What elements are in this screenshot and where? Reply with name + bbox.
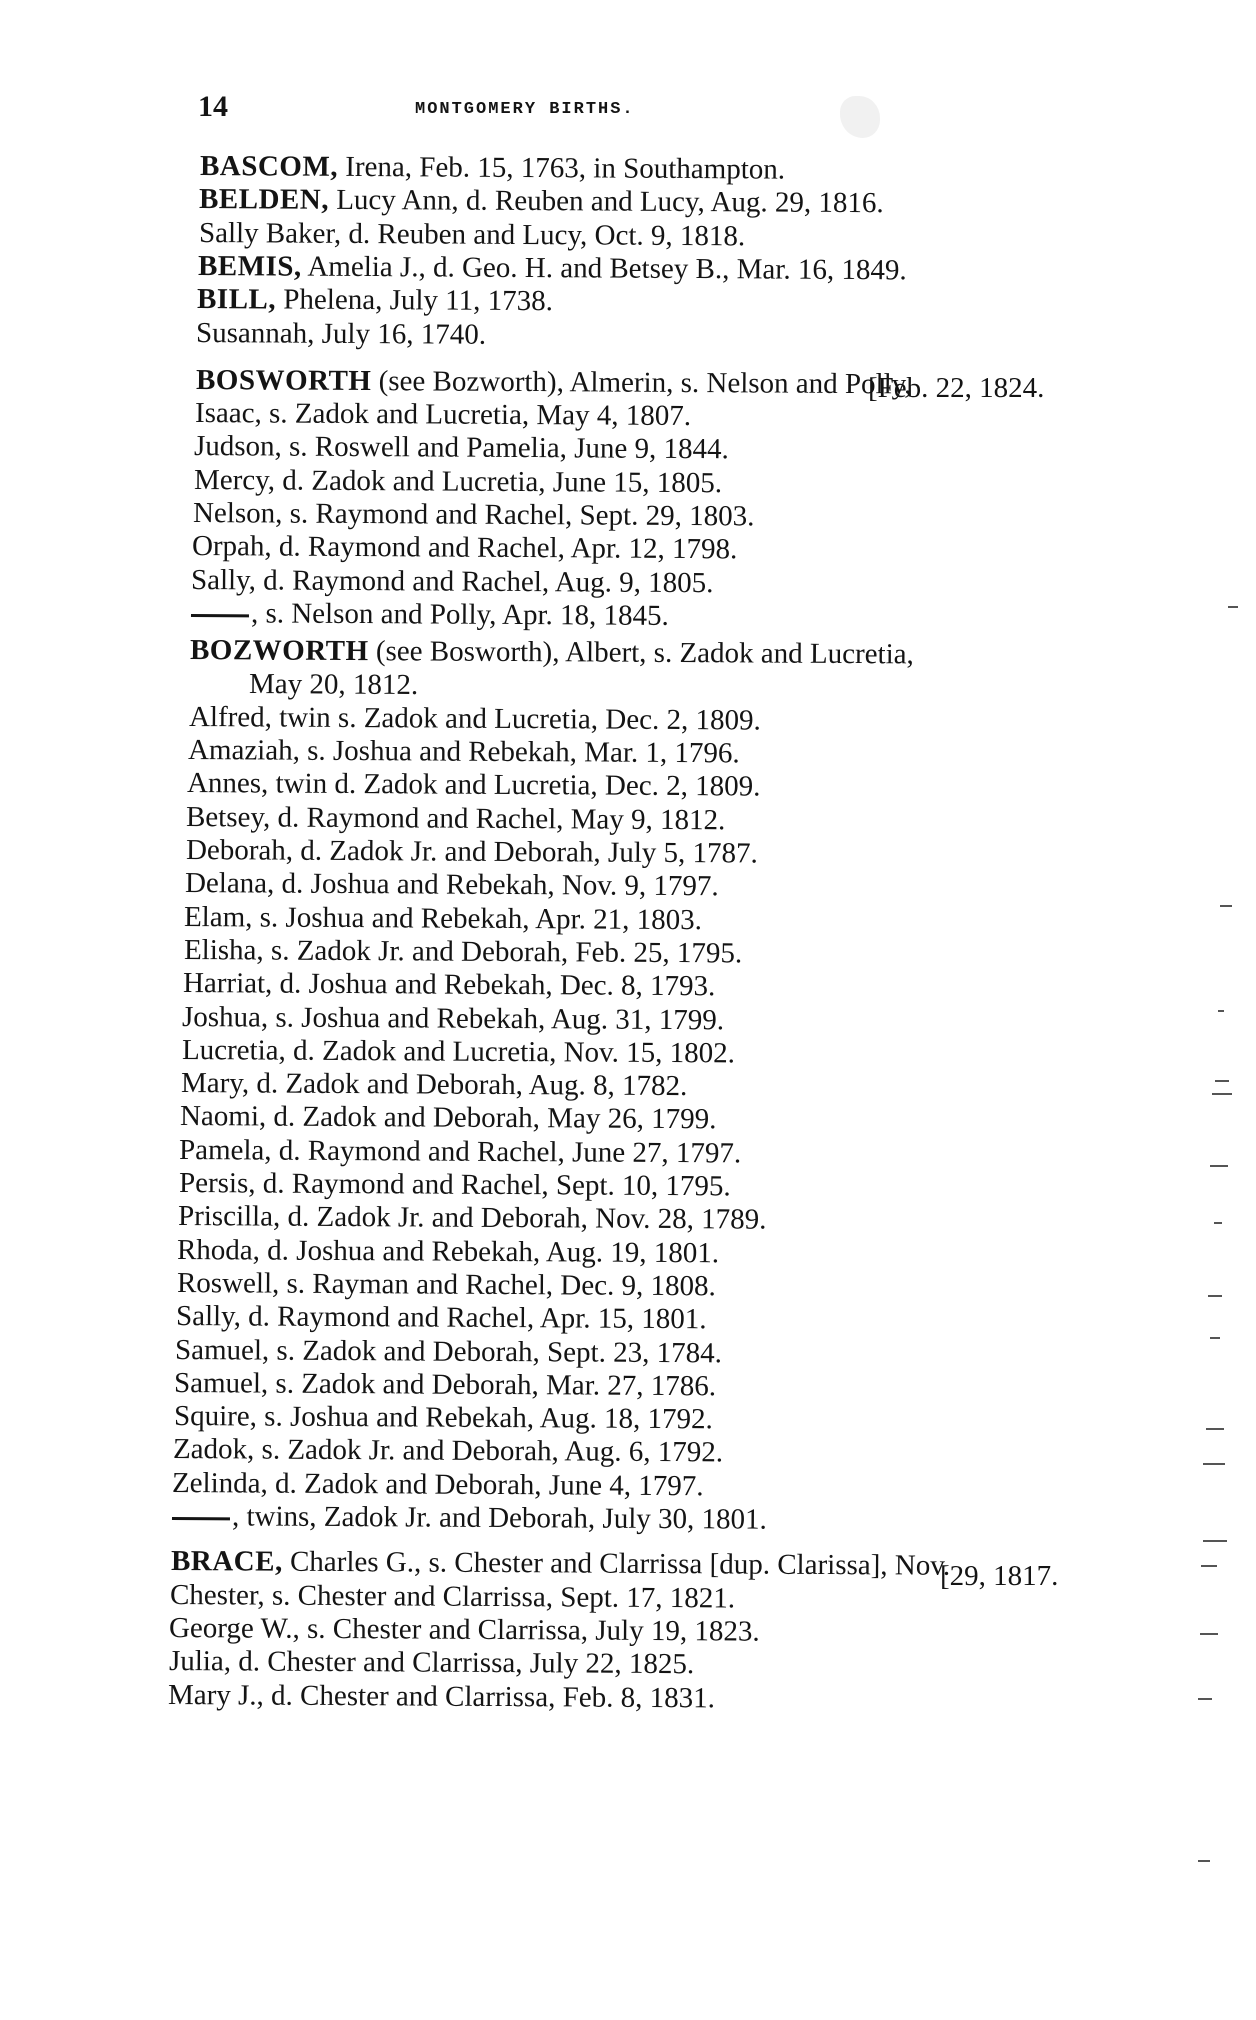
- entry-text: Phelena, July 11, 1738.: [276, 283, 554, 318]
- entry-line: [189, 701, 761, 736]
- entry-text: Amelia J., d. Geo. H. and Betsey B., Mar. 16, 1849.: [301, 250, 907, 287]
- entry-line: [174, 1367, 716, 1402]
- margin-mark: [1201, 1565, 1217, 1567]
- margin-mark: [1220, 905, 1232, 907]
- entry-line: [184, 934, 742, 969]
- entry-line: [174, 1400, 713, 1435]
- entry-text: George W., s. Chester and Clarrissa, July 19, 1823.: [169, 1611, 761, 1648]
- surname: BRACE,: [170, 1545, 283, 1578]
- ditto-dash: [191, 614, 249, 617]
- margin-mark: [1200, 1633, 1218, 1635]
- margin-mark: [1208, 1295, 1222, 1297]
- entry-text: Betsey, d. Raymond and Rachel, May 9, 1812.: [186, 800, 726, 836]
- entry-text: May 20, 1812.: [249, 667, 419, 701]
- entry-line: [192, 530, 737, 565]
- entry-text: Zelinda, d. Zadok and Deborah, June 4, 1797.: [172, 1466, 704, 1502]
- entry-line-surname: [197, 283, 553, 317]
- entry-text: Irena, Feb. 15, 1763, in Southampton.: [337, 150, 786, 186]
- margin-mark: [1210, 1337, 1220, 1339]
- entry-text: Annes, twin d. Zadok and Lucretia, Dec. 2, 1809.: [187, 767, 761, 803]
- entry-line: [184, 901, 702, 936]
- entry-line: [249, 668, 418, 701]
- margin-mark: [1210, 1165, 1228, 1167]
- entry-line: [185, 867, 719, 902]
- continuation-note: [29, 1817.: [940, 1560, 1059, 1592]
- entry-line: [181, 1067, 688, 1102]
- margin-mark: [1206, 1428, 1224, 1430]
- entry-text: Alfred, twin s. Zadok and Lucretia, Dec. 2, 1809.: [188, 700, 761, 737]
- entry-line: [169, 1612, 760, 1648]
- surname: BELDEN,: [199, 183, 330, 217]
- margin-mark: [1198, 1698, 1212, 1700]
- entry-text: (see Bozworth), Almerin, s. Nelson and Polly,: [371, 364, 912, 401]
- entry-text: Harriat, d. Joshua and Rebekah, Dec. 8, 1793.: [182, 967, 716, 1003]
- entry-text: Mercy, d. Zadok and Lucretia, June 15, 1805.: [193, 463, 722, 499]
- entry-line: [193, 497, 755, 532]
- entry-text: Roswell, s. Rayman and Rachel, Dec. 9, 1808.: [176, 1266, 716, 1303]
- entry-text: Chester, s. Chester and Clarrissa, Sept. 17, 1821.: [170, 1578, 736, 1615]
- entry-line: [171, 1500, 766, 1536]
- entry-line-surname: [198, 250, 907, 286]
- margin-mark: [1228, 606, 1238, 608]
- entry-line-surname: [171, 1545, 950, 1582]
- entry-text: Mary, d. Zadok and Deborah, Aug. 8, 1782.: [180, 1067, 688, 1103]
- surname: BEMIS,: [197, 249, 302, 283]
- entry-text: Lucy Ann, d. Reuben and Lucy, Aug. 29, 1816.: [329, 184, 885, 220]
- entry-text: Charles G., s. Chester and Clarrissa [dup. Clarissa], Nov.: [282, 1545, 951, 1583]
- entry-line: [193, 464, 721, 499]
- entry-text: Isaac, s. Zadok and Lucretia, May 4, 1807.: [194, 397, 692, 433]
- entry-text: Amaziah, s. Joshua and Rebekah, Mar. 1, 1796.: [187, 734, 740, 770]
- running-title: MONTGOMERY BIRTHS.: [415, 100, 635, 119]
- margin-mark: [1218, 1010, 1224, 1012]
- entry-text: Samuel, s. Zadok and Deborah, Sept. 23, 1784.: [175, 1333, 723, 1369]
- entry-line-surname: [200, 150, 785, 186]
- entry-text: , twins, Zadok Jr. and Deborah, July 30, 1801.: [231, 1500, 767, 1536]
- entry-line: [182, 1001, 724, 1036]
- entry-text: Sally Baker, d. Reuben and Lucy, Oct. 9, 1818.: [198, 216, 745, 252]
- entry-line: [188, 734, 740, 769]
- margin-mark: [1215, 1080, 1229, 1082]
- entry-text: Deborah, d. Zadok Jr. and Deborah, July 5, 1787.: [185, 834, 758, 870]
- entry-text: Mary J., d. Chester and Clarrissa, Feb. 8, 1831.: [167, 1678, 715, 1714]
- entry-line-surname: [190, 634, 914, 670]
- entry-line: [180, 1100, 717, 1135]
- entry-text: Sally, d. Raymond and Rachel, Apr. 15, 1801.: [175, 1300, 707, 1336]
- entry-text: Elisha, s. Zadok Jr. and Deborah, Feb. 25, 1795.: [183, 933, 742, 970]
- entry-line: [191, 564, 714, 599]
- entry-text: Delana, d. Joshua and Rebekah, Nov. 9, 1797.: [184, 867, 719, 903]
- entry-text: Joshua, s. Joshua and Rebekah, Aug. 31, 1799.: [182, 1000, 725, 1036]
- entry-line: [179, 1134, 741, 1169]
- entry-line-surname: [196, 364, 912, 400]
- entry-line: [198, 217, 744, 252]
- entry-text: Sally, d. Raymond and Rachel, Aug. 9, 1805.: [191, 563, 715, 599]
- entry-line: [194, 430, 729, 465]
- surname: BOZWORTH: [189, 634, 369, 668]
- entry-text: Susannah, July 16, 1740.: [196, 316, 487, 351]
- entry-text: Julia, d. Chester and Clarrissa, July 22, 1825.: [168, 1645, 694, 1681]
- entry-text: Samuel, s. Zadok and Deborah, Mar. 27, 1786.: [174, 1366, 717, 1403]
- entry-line: [169, 1645, 694, 1680]
- surname: BASCOM,: [199, 150, 339, 183]
- scan-smudge: [840, 96, 880, 138]
- margin-mark: [1203, 1540, 1227, 1542]
- entry-text: Priscilla, d. Zadok Jr. and Deborah, Nov. 28, 1789.: [177, 1200, 767, 1236]
- entry-text: Lucretia, d. Zadok and Lucretia, Nov. 15, 1802.: [181, 1033, 735, 1070]
- entry-line-surname: [199, 183, 884, 219]
- entry-text: Elam, s. Joshua and Rebekah, Apr. 21, 1803.: [184, 900, 703, 936]
- entry-line: [181, 1034, 734, 1069]
- page-number: 14: [198, 90, 228, 123]
- surname: BILL,: [197, 283, 277, 316]
- entry-line: [191, 597, 669, 632]
- entry-line: [196, 317, 486, 351]
- entry-text: Nelson, s. Raymond and Rachel, Sept. 29, 1803.: [192, 497, 755, 533]
- entry-line: [177, 1234, 719, 1269]
- margin-mark: [1214, 1222, 1222, 1224]
- margin-mark: [1203, 1463, 1225, 1465]
- entry-text: Rhoda, d. Joshua and Rebekah, Aug. 19, 1801.: [177, 1233, 720, 1269]
- entry-line: [175, 1334, 722, 1369]
- ditto-dash: [172, 1517, 230, 1520]
- entry-text: Zadok, s. Zadok Jr. and Deborah, Aug. 6, 1792.: [172, 1433, 724, 1469]
- entry-line: [170, 1579, 735, 1614]
- entry-text: Persis, d. Raymond and Rachel, Sept. 10, 1795.: [178, 1167, 731, 1203]
- entry-text: Pamela, d. Raymond and Rachel, June 27, 1797.: [179, 1133, 742, 1170]
- entry-line: [187, 767, 761, 803]
- continuation-note: [Feb. 22, 1824.: [868, 372, 1045, 404]
- entry-line: [179, 1167, 731, 1202]
- entry-line: [178, 1200, 767, 1236]
- entry-text: (see Bosworth), Albert, s. Zadok and Lucretia,: [368, 635, 914, 671]
- entry-line: [195, 397, 691, 432]
- entry-line: [173, 1433, 723, 1468]
- margin-mark: [1198, 1860, 1210, 1862]
- entry-text: , s. Nelson and Polly, Apr. 18, 1845.: [250, 597, 669, 632]
- entry-line: [172, 1467, 704, 1502]
- entry-line: [183, 967, 716, 1002]
- entry-line: [176, 1267, 715, 1302]
- entry-line: [186, 801, 726, 836]
- entry-line: [176, 1300, 707, 1335]
- margin-mark: [1212, 1093, 1232, 1095]
- entry-text: Judson, s. Roswell and Pamelia, June 9, 1844.: [194, 430, 730, 466]
- entry-text: Squire, s. Joshua and Rebekah, Aug. 18, 1792.: [173, 1400, 713, 1436]
- entry-line: [168, 1679, 715, 1714]
- entry-line: [186, 834, 758, 869]
- entry-text: Naomi, d. Zadok and Deborah, May 26, 1799.: [179, 1100, 717, 1136]
- surname: BOSWORTH: [195, 363, 372, 397]
- entry-text: Orpah, d. Raymond and Rachel, Apr. 12, 1798.: [192, 530, 738, 566]
- page-header: [0, 0, 1256, 160]
